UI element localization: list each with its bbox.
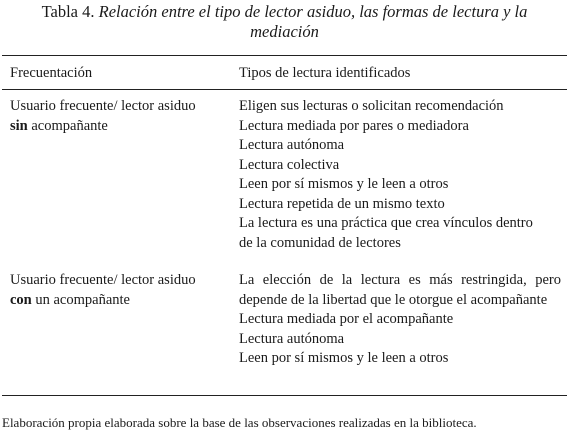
row-frequency-line-1: Usuario frecuente/ lector asiduo (10, 98, 196, 114)
list-item: depende de la libertad que le otorgue el acompañante (239, 291, 548, 308)
row-frequency-cell (10, 97, 225, 136)
list-item: Lectura autónoma (239, 137, 345, 153)
caption-title-line-1: Relación entre el tipo de lector asiduo, las formas de lectura y la (98, 2, 528, 21)
row-frequency-emphasis: sin (10, 117, 28, 134)
row-reading-types-cell (239, 97, 561, 253)
list-item: Lectura mediada por pares o mediadora (239, 117, 469, 134)
row-frequency-line-2 (10, 117, 225, 137)
list-item: Eligen sus lecturas o solicitan recomendación (239, 98, 504, 114)
row-frequency-rest: acompañante (27, 117, 108, 134)
row-frequency-cell (10, 271, 225, 310)
header-tipos-de-lectura: Tipos de lectura identificados (239, 65, 411, 81)
row-frequency-emphasis: con (10, 291, 32, 308)
table-caption (0, 2, 569, 42)
row-frequency-line-1: Usuario frecuente/ lector asiduo (10, 272, 196, 288)
header-frecuentacion: Frecuentación (10, 65, 93, 81)
list-item: Lectura autónoma (239, 330, 345, 347)
table-top-rule (2, 55, 567, 56)
caption-line-2 (0, 22, 569, 42)
list-item: La elección de la lectura es más restringida, pero (239, 272, 561, 288)
list-item: Lectura mediada por el acompañante (239, 311, 454, 327)
list-item: Leen por sí mismos y le leen a otros (239, 350, 449, 366)
justified-paragraph (239, 271, 561, 310)
row-frequency-line-2 (10, 291, 225, 311)
row-reading-types-cell (239, 271, 561, 369)
list-item: Lectura colectiva (239, 156, 340, 173)
source-footnote: Elaboración propia elaborada sobre la base de las observaciones realizadas en la biblioteca. (2, 415, 477, 430)
caption-line-1 (0, 2, 569, 22)
list-item: Leen por sí mismos y le leen a otros (239, 176, 449, 192)
row-frequency-rest: un acompañante (31, 291, 130, 308)
list-item: Lectura repetida de un mismo texto (239, 195, 445, 212)
caption-title-line-2: mediación (250, 22, 319, 41)
table-header-rule (2, 89, 567, 90)
table-bottom-rule (2, 395, 567, 396)
list-item: La lectura es una práctica que crea vínculos dentro (239, 215, 533, 231)
caption-label: Tabla 4. (41, 2, 95, 21)
list-item: de la comunidad de lectores (239, 234, 401, 251)
